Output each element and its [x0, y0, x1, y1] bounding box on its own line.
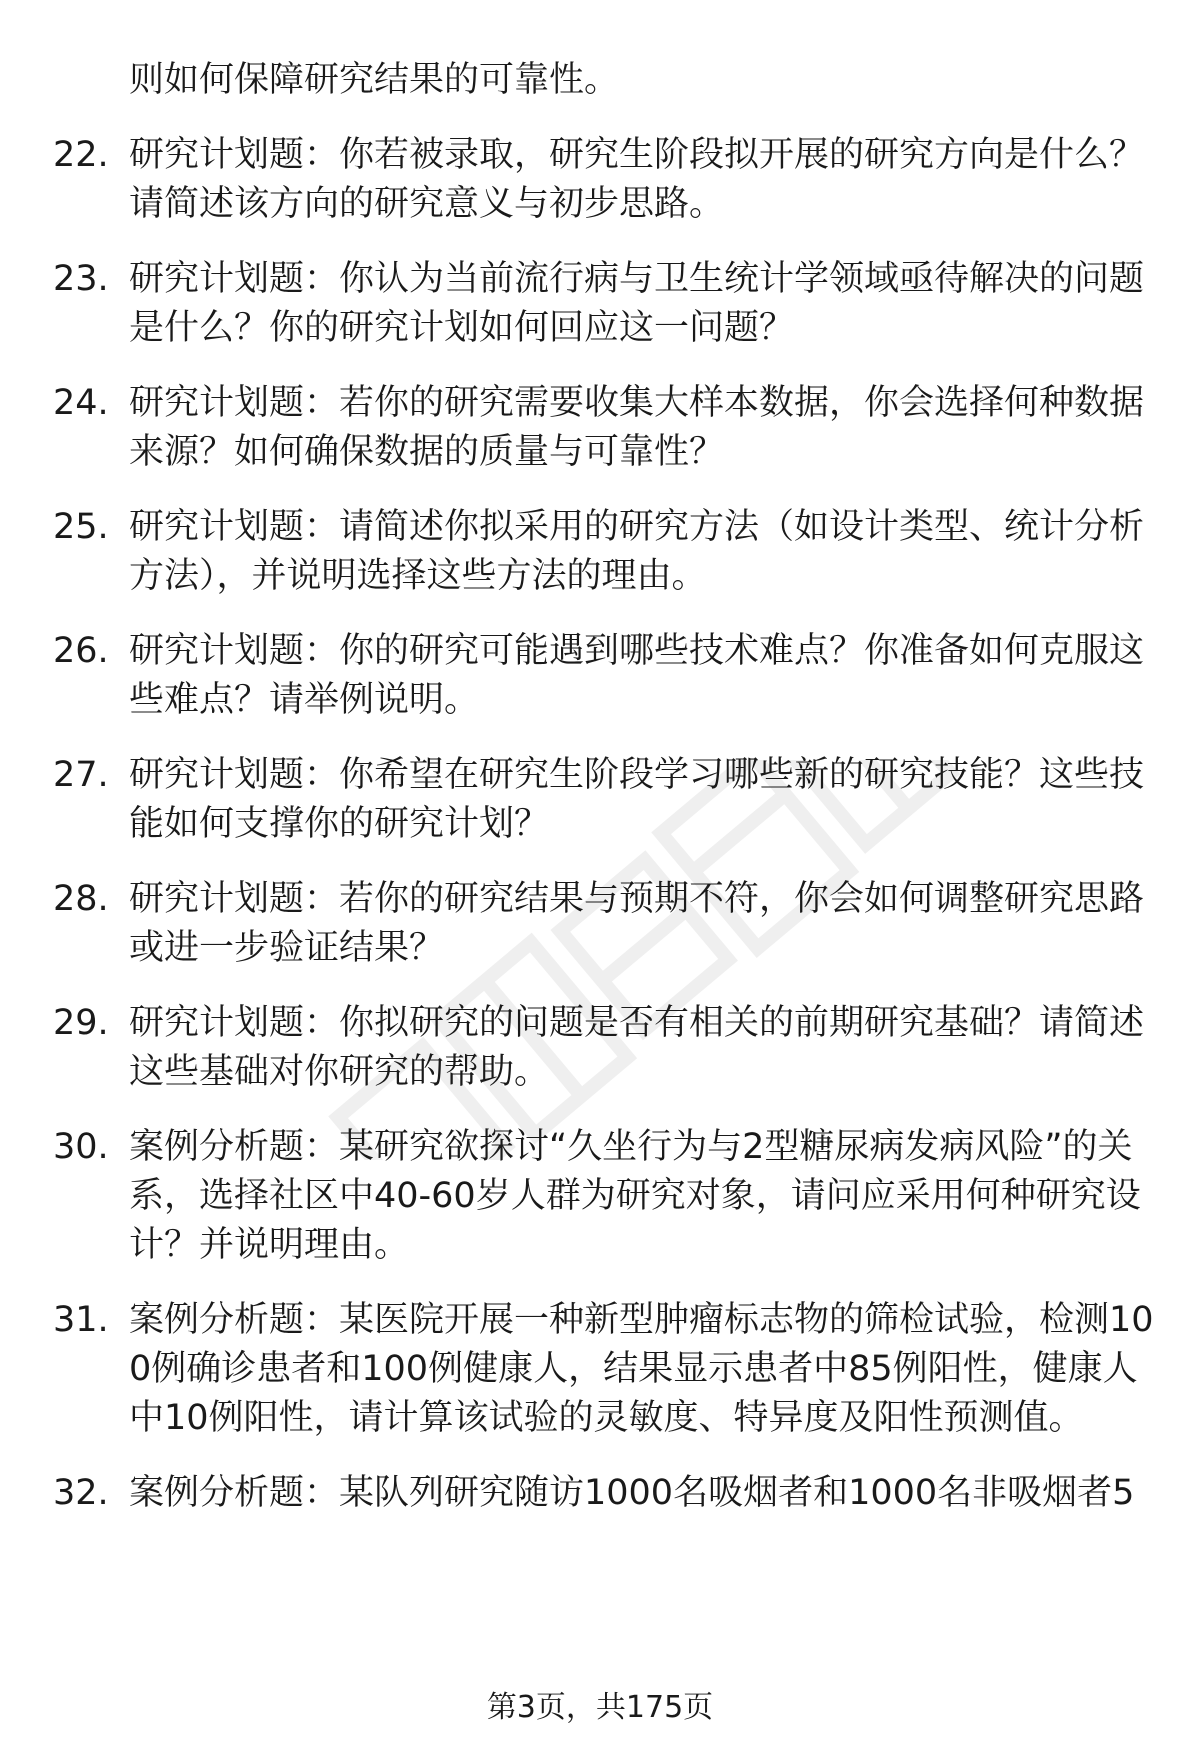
question-text: 研究计划题：你若被录取，研究生阶段拟开展的研究方向是什么？请简述该方向的研究意义与初步思路。 — [129, 135, 1145, 224]
question-number: 25. — [53, 507, 109, 547]
question-item — [0, 255, 1200, 353]
question-number: 27. — [53, 755, 109, 795]
question-number: 29. — [53, 1003, 109, 1043]
question-item — [0, 627, 1200, 725]
question-item — [0, 503, 1200, 601]
question-item — [0, 131, 1200, 229]
document-body — [0, 56, 1200, 1544]
question-text: 案例分析题：某医院开展一种新型肿瘤标志物的筛检试验，检测100例确诊患者和100例健康人，结果显示患者中85例阳性，健康人中10例阳性，请计算该试验的灵敏度、特异度及阳性预测值。 — [129, 1300, 1154, 1438]
question-item — [0, 1123, 1200, 1270]
question-item — [0, 999, 1200, 1097]
question-item — [0, 379, 1200, 477]
question-number: 32. — [53, 1473, 109, 1513]
continuation-text: 则如何保障研究结果的可靠性。 — [129, 60, 620, 100]
question-number: 26. — [53, 631, 109, 671]
question-text: 研究计划题：你的研究可能遇到哪些技术难点？你准备如何克服这些难点？请举例说明。 — [129, 631, 1145, 720]
question-text: 案例分析题：某研究欲探讨“久坐行为与2型糖尿病发病风险”的关系，选择社区中40-60岁人群为研究对象，请问应采用何种研究设计？并说明理由。 — [129, 1127, 1141, 1265]
question-text: 研究计划题：若你的研究结果与预期不符，你会如何调整研究思路或进一步验证结果？ — [129, 879, 1145, 968]
question-number: 22. — [53, 135, 109, 175]
question-number: 30. — [53, 1127, 109, 1167]
question-text: 研究计划题：若你的研究需要收集大样本数据，你会选择何种数据来源？如何确保数据的质量与可靠性？ — [129, 383, 1145, 472]
page-footer: 第3页，共175页 — [486, 1690, 714, 1725]
question-number: 31. — [53, 1300, 109, 1340]
question-text: 研究计划题：你认为当前流行病与卫生统计学领域亟待解决的问题是什么？你的研究计划如何回应这一问题？ — [129, 259, 1145, 348]
question-number: 28. — [53, 879, 109, 919]
question-item — [0, 875, 1200, 973]
question-item — [0, 1469, 1200, 1518]
question-item — [0, 1296, 1200, 1443]
question-item — [0, 751, 1200, 849]
question-text: 研究计划题：你希望在研究生阶段学习哪些新的研究技能？这些技能如何支撑你的研究计划？ — [129, 755, 1145, 844]
question-text: 研究计划题：请简述你拟采用的研究方法（如设计类型、统计分析方法），并说明选择这些方法的理由。 — [129, 507, 1145, 596]
question-number: 23. — [53, 259, 109, 299]
question-number: 24. — [53, 383, 109, 423]
question-text: 案例分析题：某队列研究随访1000名吸烟者和1000名非吸烟者5 — [129, 1473, 1135, 1513]
question-text: 研究计划题：你拟研究的问题是否有相关的前期研究基础？请简述这些基础对你研究的帮助。 — [129, 1003, 1145, 1092]
